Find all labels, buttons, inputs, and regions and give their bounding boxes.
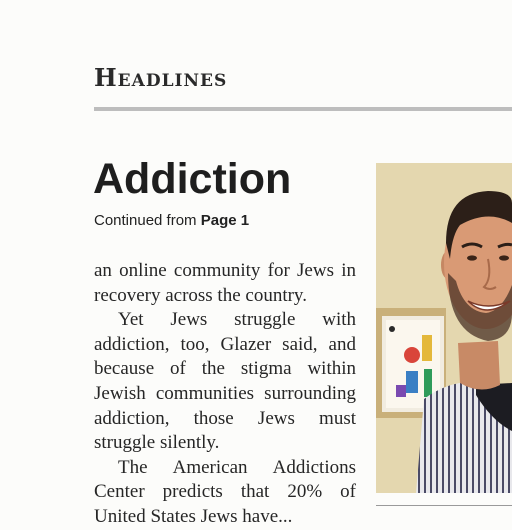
jump-prefix: Continued from: [94, 212, 201, 229]
section-title: Headlines: [94, 63, 228, 92]
article-body: [94, 259, 356, 530]
article-paragraph: Yet Jews struggle with addiction, too, Glazer said, and because of the stigma within Jewish communities surrounding addiction, those Jews must struggle silently.: [94, 309, 356, 454]
article-photo: [376, 163, 512, 493]
article-paragraph: The American Addictions Center predicts that 20% of United States Jews have...: [94, 456, 356, 527]
photo-bottom-rule: [376, 505, 512, 506]
article-paragraph: an online community for Jews in recovery across the country.: [94, 260, 356, 306]
jump-line: [94, 212, 249, 229]
section-divider: [94, 107, 512, 111]
jump-page-link: Page 1: [200, 212, 250, 229]
photo-illustration: [376, 163, 512, 493]
article-headline: Addiction: [93, 155, 292, 203]
